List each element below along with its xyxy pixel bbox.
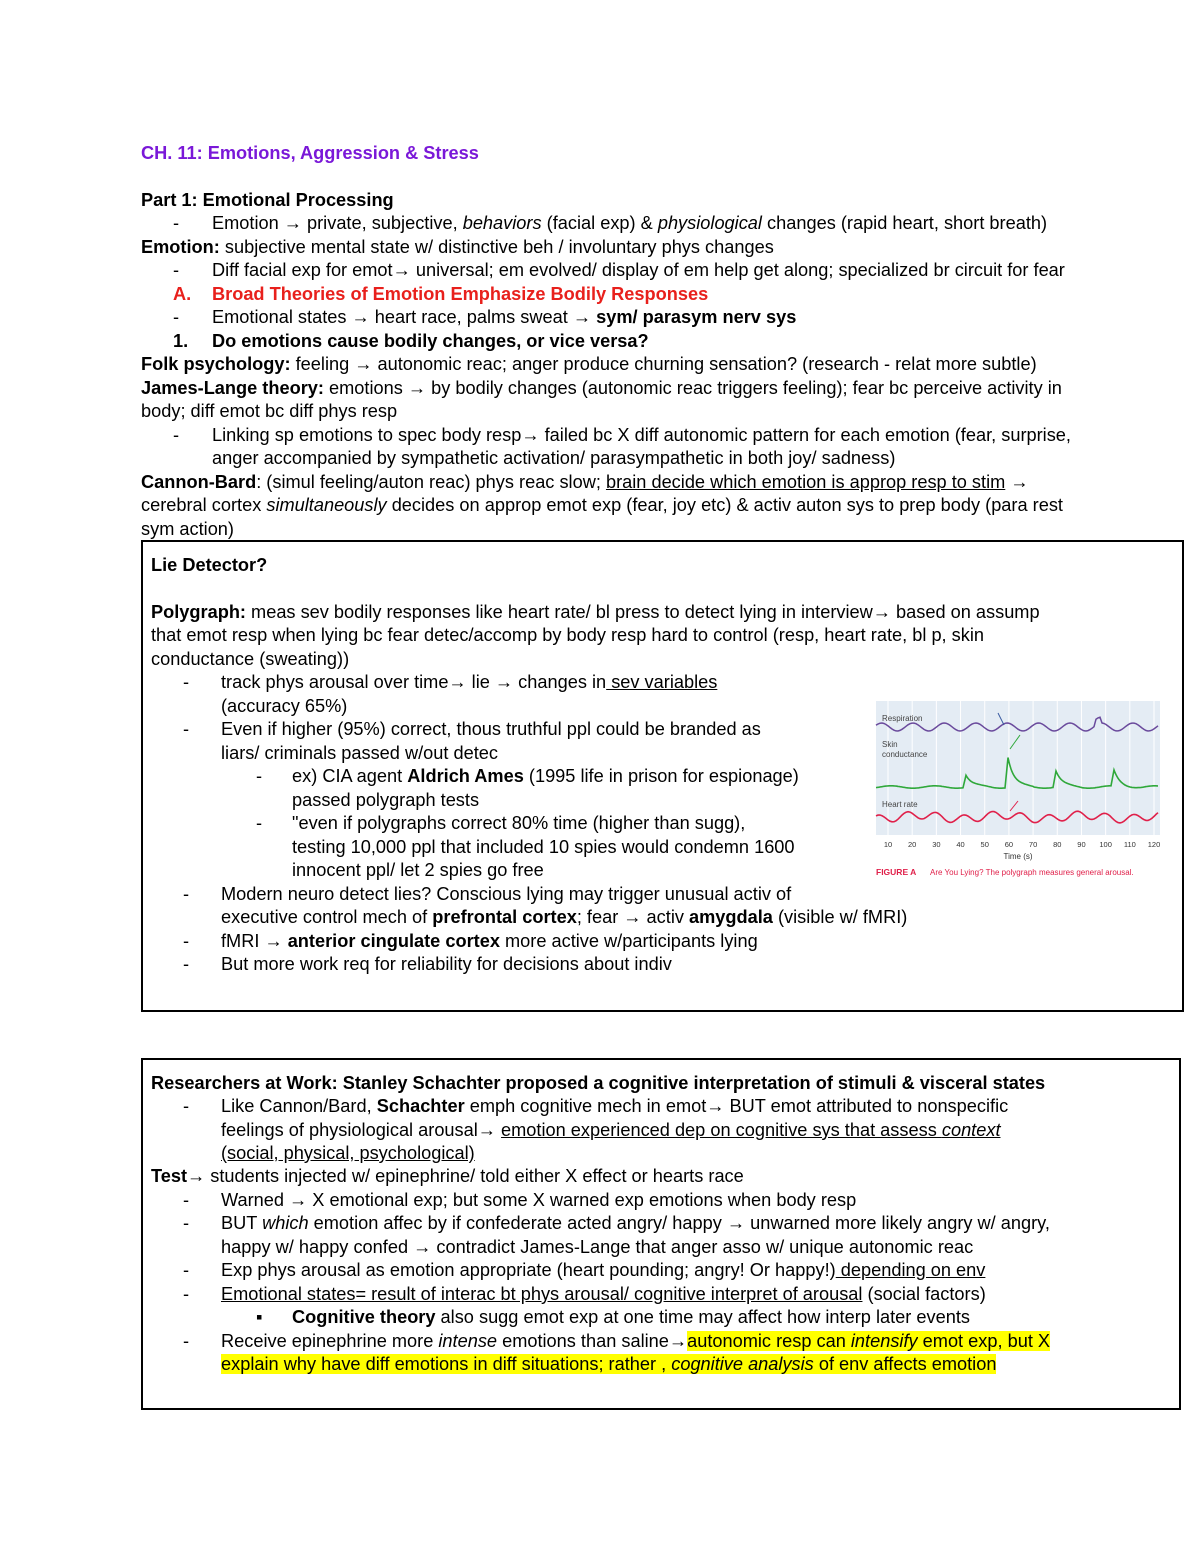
cannon-bard-line1: Cannon-Bard: (simul feeling/auton reac) phys reac slow; brain decide which emotion is approp resp to stim →: [141, 472, 1029, 492]
sub-bullet-dash: -: [256, 813, 263, 833]
linking-bullet-line2: anger accompanied by sympathetic activation/ parasympathetic in both joy/ sadness): [212, 448, 896, 468]
bullet-dash: -: [183, 1260, 190, 1280]
more-work-bullet: But more work req for reliability for decisions about indiv: [221, 954, 672, 974]
bullet-dash: -: [183, 884, 190, 904]
higher-correct-line2: liars/ criminals passed w/out detec: [221, 743, 498, 763]
cannon-bard-line3: sym action): [141, 519, 234, 539]
bullet-dash: -: [173, 213, 180, 233]
schachter-line2: feelings of physiological arousal→ emotion experienced dep on cognitive sys that assess context: [221, 1120, 1001, 1140]
modern-neuro-line1: Modern neuro detect lies? Conscious lying may trigger unusual activ of: [221, 884, 792, 904]
james-lange-line1: James-Lange theory: emotions → by bodily changes (autonomic reac triggers feeling); fear bc perceive activity in: [141, 378, 1062, 398]
bullet-dash: -: [183, 1331, 190, 1351]
respiration-label: Respiration: [882, 714, 923, 723]
bullet-dash: -: [183, 1096, 190, 1116]
bullet-dash: -: [183, 719, 190, 739]
polygraph-quote-line2: testing 10,000 ppl that included 10 spies would condemn 1600: [292, 837, 795, 857]
emotion-bullet: Emotion → private, subjective, behaviors (facial exp) & physiological changes (rapid heart, short breath): [212, 213, 1048, 233]
figure-x-label: Time (s): [1003, 852, 1033, 861]
aldrich-ames-line1: ex) CIA agent Aldrich Ames (1995 life in prison for espionage): [292, 766, 799, 786]
x-tick-label: 90: [1077, 840, 1086, 849]
bullet-dash: -: [173, 260, 180, 280]
bullet-dash: -: [183, 931, 190, 951]
heart-rate-label: Heart rate: [882, 800, 918, 809]
x-tick-label: 120: [1147, 840, 1161, 849]
emotion-definition: Emotion: subjective mental state w/ distinctive beh / involuntary phys changes: [141, 237, 774, 257]
emotional-states-bullet: Emotional states → heart race, palms sweat → sym/ parasym nerv sys: [212, 307, 797, 327]
lie-detector-heading: Lie Detector?: [151, 555, 268, 575]
x-tick-label: 30: [932, 840, 941, 849]
test-line: Test→ students injected w/ epinephrine/ told either X effect or hearts race: [151, 1166, 744, 1186]
epinephrine-line1: Receive epinephrine more intense emotions than saline→autonomic resp can intensify emot exp, but X: [221, 1331, 1051, 1351]
bullet-dash: -: [183, 1190, 190, 1210]
emotional-states-result: Emotional states= result of interac bt phys arousal/ cognitive interpret of arousal (social factors): [221, 1284, 986, 1304]
polygraph-line1: Polygraph: meas sev bodily responses like heart rate/ bl press to detect lying in interview→ based on assump: [151, 602, 1040, 622]
epinephrine-line2: explain why have diff emotions in diff situations; rather , cognitive analysis of env affects emotion: [221, 1354, 997, 1374]
x-tick-label: 70: [1028, 840, 1038, 849]
facial-exp-bullet: Diff facial exp for emot→ universal; em evolved/ display of em help get along; specialized br circuit for fear: [212, 260, 1065, 280]
bullet-dash: -: [183, 1213, 190, 1233]
confederate-line1: BUT which emotion affec by if confederate acted angry/ happy → unwarned more likely angry w/ angry,: [221, 1213, 1050, 1233]
bullet-dash: -: [173, 307, 180, 327]
part1-heading: Part 1: Emotional Processing: [141, 190, 394, 210]
track-arousal-line2: (accuracy 65%): [221, 696, 348, 716]
x-tick-label: 60: [1004, 840, 1014, 849]
phys-arousal-bullet: Exp phys arousal as emotion appropriate (heart pounding; angry! Or happy!) depending on env: [221, 1260, 986, 1280]
x-tick-label: 50: [980, 840, 989, 849]
x-tick-label: 40: [956, 840, 965, 849]
polygraph-quote-line1: "even if polygraphs correct 80% time (higher than sugg),: [292, 813, 746, 833]
polygraph-quote-line3: innocent ppl/ let 2 spies go free: [292, 860, 544, 880]
confederate-line2: happy w/ happy confed → contradict James-Lange that anger asso w/ unique autonomic reac: [221, 1237, 974, 1257]
fmri-bullet: fMRI → anterior cingulate cortex more active w/participants lying: [221, 931, 758, 951]
question-1-heading: Do emotions cause bodily changes, or vice versa?: [212, 331, 649, 351]
conductance-label: conductance: [882, 750, 928, 759]
higher-correct-line1: Even if higher (95%) correct, thous truthful ppl could be branded as: [221, 719, 761, 739]
x-tick-label: 80: [1053, 840, 1062, 849]
cognitive-theory-bullet: Cognitive theory also sugg emot exp at one time may affect how interp later events: [292, 1307, 970, 1327]
bullet-dash: -: [183, 954, 190, 974]
chapter-title: CH. 11: Emotions, Aggression & Stress: [141, 143, 479, 163]
james-lange-line2: body; diff emot bc diff phys resp: [141, 401, 398, 421]
x-tick-label: 110: [1123, 840, 1136, 849]
sub-bullet-dash: -: [256, 766, 263, 786]
track-arousal-line1: track phys arousal over time→ lie → changes in sev variables: [221, 672, 718, 692]
schachter-line3: (social, physical, psychological): [221, 1143, 475, 1163]
schachter-line1: Like Cannon/Bard, Schachter emph cognitive mech in emot→ BUT emot attributed to nonspecific: [221, 1096, 1009, 1116]
question-1-marker: 1.: [173, 331, 189, 351]
section-a-marker: A.: [173, 284, 192, 304]
modern-neuro-line2: executive control mech of prefrontal cortex; fear → activ amygdala (visible w/ fMRI): [221, 907, 908, 927]
figure-caption-label: FIGURE A: [876, 867, 917, 877]
linking-bullet-line1: Linking sp emotions to spec body resp→ failed bc X diff autonomic pattern for each emotion (fear, surprise,: [212, 425, 1071, 445]
polygraph-line2: that emot resp when lying bc fear detec/accomp by body resp hard to control (resp, heart rate, bl p, skin: [151, 625, 985, 645]
polygraph-figure: [858, 691, 1172, 887]
polygraph-line3: conductance (sweating)): [151, 649, 350, 669]
aldrich-ames-line2: passed polygraph tests: [292, 790, 480, 810]
researchers-heading: Researchers at Work: Stanley Schachter proposed a cognitive interpretation of stimuli & visceral states: [151, 1073, 1046, 1093]
bullet-dash: -: [183, 1284, 190, 1304]
bullet-dash: -: [183, 672, 190, 692]
section-a-heading: Broad Theories of Emotion Emphasize Bodily Responses: [212, 284, 709, 304]
figure-caption-text: Are You Lying? The polygraph measures general arousal.: [930, 868, 1134, 877]
folk-psychology: Folk psychology: feeling → autonomic reac; anger produce churning sensation? (research - relat more subtle): [141, 354, 1037, 374]
x-tick-label: 100: [1099, 840, 1112, 849]
x-tick-label: 10: [883, 840, 893, 849]
skin-label: Skin: [882, 740, 898, 749]
x-tick-label: 20: [908, 840, 917, 849]
bullet-dash: -: [173, 425, 180, 445]
sub-bullet-square: ▪: [256, 1307, 263, 1327]
cannon-bard-line2: cerebral cortex simultaneously decides on approp emot exp (fear, joy etc) & activ auton sys to prep body (para rest: [141, 495, 1063, 515]
warned-bullet: Warned → X emotional exp; but some X warned exp emotions when body resp: [221, 1190, 857, 1210]
